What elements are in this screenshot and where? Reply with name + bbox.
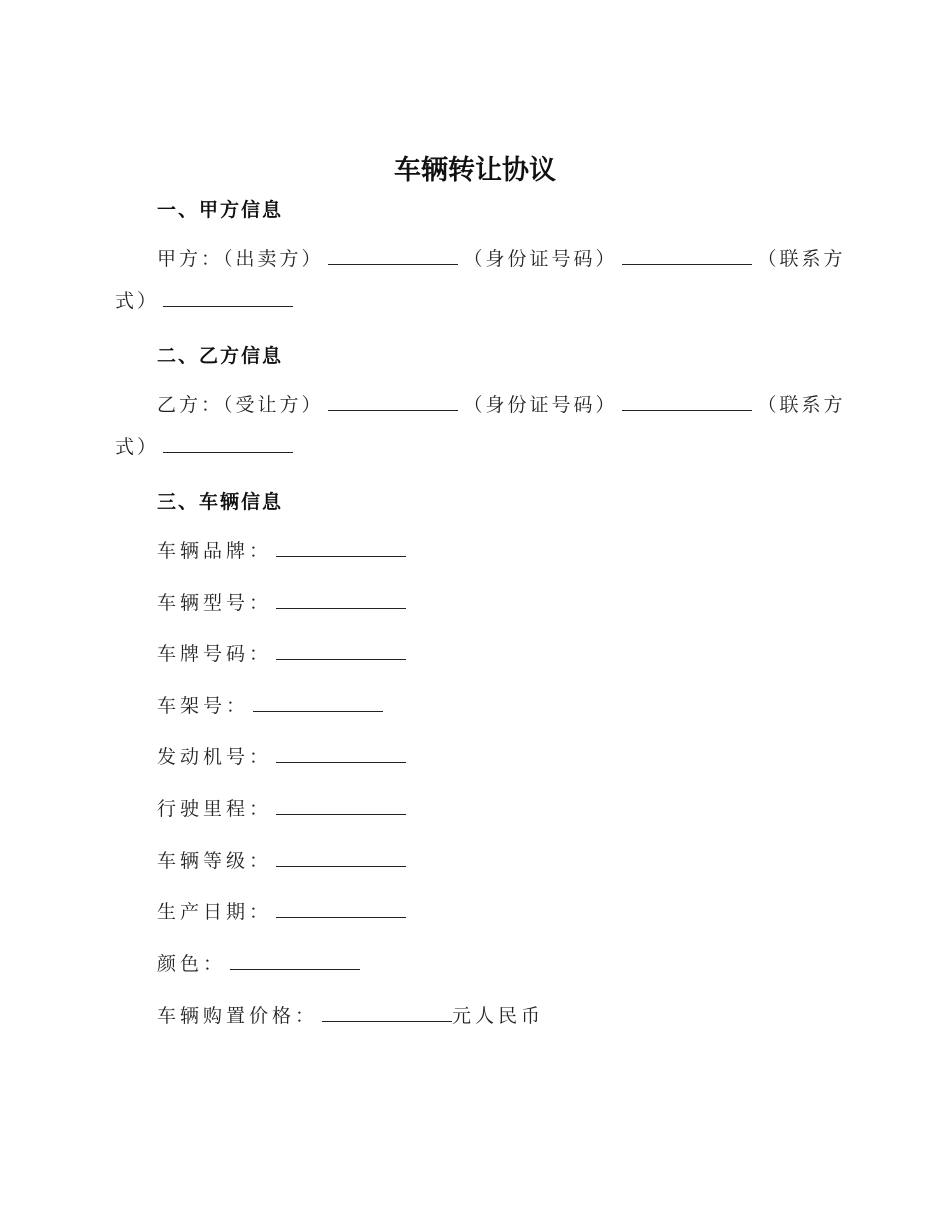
field-engine-blank[interactable] <box>276 744 406 763</box>
field-grade-blank[interactable] <box>276 848 406 867</box>
field-brand <box>157 538 412 563</box>
party-a-id-label: （身份证号码） <box>463 248 618 270</box>
party-b-contact-label: （联系方 <box>757 394 846 416</box>
party-a-role: （出卖方） <box>223 248 324 270</box>
party-b-id-label: （身份证号码） <box>463 394 618 416</box>
field-vin-blank[interactable] <box>253 693 383 712</box>
party-b-contact-label-end: 式） <box>115 436 160 458</box>
field-model-blank[interactable] <box>276 590 406 609</box>
field-production-date-blank[interactable] <box>276 899 406 918</box>
party-b-id-blank[interactable] <box>622 392 752 411</box>
field-color-blank[interactable] <box>230 951 360 970</box>
field-price-blank[interactable] <box>322 1003 452 1022</box>
party-b-line <box>157 392 846 417</box>
field-color <box>157 951 366 976</box>
field-mileage <box>157 796 412 821</box>
section-heading-vehicle: 三、车辆信息 <box>157 491 284 513</box>
field-production-date <box>157 899 412 924</box>
document-title: 车辆转让协议 <box>394 155 556 186</box>
field-grade <box>157 848 412 873</box>
party-a-label: 甲方： <box>157 248 224 270</box>
party-b-contact-blank[interactable] <box>163 434 293 453</box>
field-mileage-blank[interactable] <box>276 796 406 815</box>
field-price <box>157 1003 544 1028</box>
field-production-date-label: 生产日期： <box>157 901 273 923</box>
party-b-line-cont <box>115 434 299 459</box>
field-price-label: 车辆购置价格： <box>157 1005 319 1027</box>
party-a-line-cont <box>115 288 299 313</box>
field-model-label: 车辆型号： <box>157 592 273 614</box>
field-plate <box>157 641 412 666</box>
party-b-label: 乙方： <box>157 394 224 416</box>
field-color-label: 颜色： <box>157 953 227 975</box>
field-engine-label: 发动机号： <box>157 746 273 768</box>
field-vin <box>157 693 389 718</box>
party-b-name-blank[interactable] <box>328 392 458 411</box>
field-vin-label: 车架号： <box>157 695 250 717</box>
party-a-name-blank[interactable] <box>328 246 458 265</box>
party-b-role: （受让方） <box>223 394 324 416</box>
party-a-line <box>157 246 846 271</box>
field-plate-blank[interactable] <box>276 641 406 660</box>
field-mileage-label: 行驶里程： <box>157 798 273 820</box>
field-brand-label: 车辆品牌： <box>157 540 273 562</box>
field-brand-blank[interactable] <box>276 538 406 557</box>
field-plate-label: 车牌号码： <box>157 643 273 665</box>
party-a-contact-blank[interactable] <box>163 288 293 307</box>
section-heading-party-a: 一、甲方信息 <box>157 199 284 221</box>
field-grade-label: 车辆等级： <box>157 850 273 872</box>
field-model <box>157 590 412 615</box>
party-a-id-blank[interactable] <box>622 246 752 265</box>
field-price-unit: 元人民币 <box>452 1005 545 1027</box>
section-heading-party-b: 二、乙方信息 <box>157 345 284 367</box>
field-engine <box>157 744 412 769</box>
party-a-contact-label-end: 式） <box>115 290 160 312</box>
party-a-contact-label: （联系方 <box>757 248 846 270</box>
